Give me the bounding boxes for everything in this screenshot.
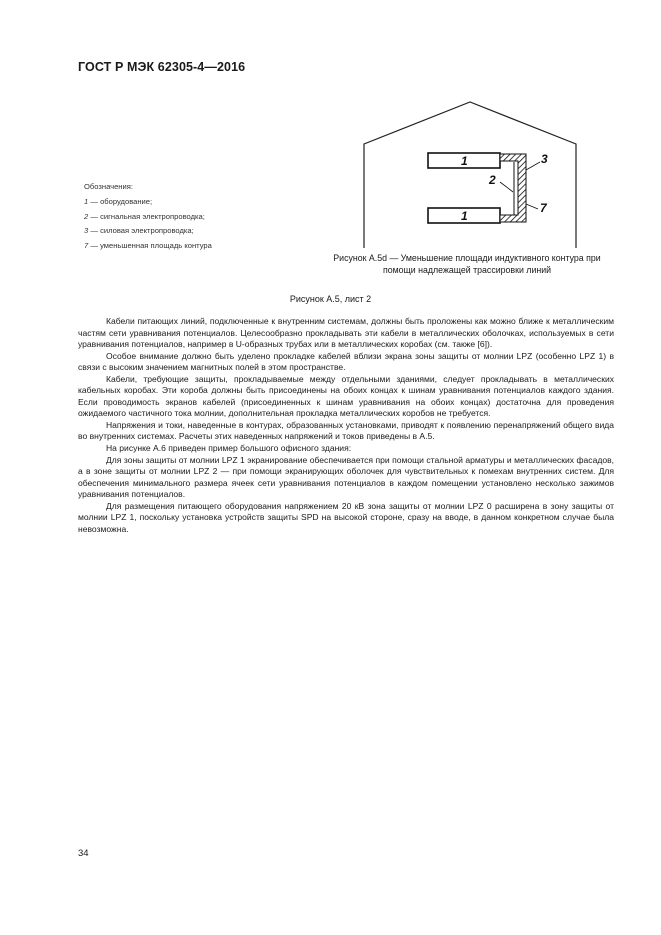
legend-item-number: 2 <box>84 211 89 221</box>
label-equipment-top: 1 <box>461 154 468 168</box>
subfigure-caption: Рисунок А.5d — Уменьшение площади индуктивного контура при помощи надлежащей трассировки линий <box>333 253 601 275</box>
leader-line-7 <box>526 204 538 209</box>
legend-title: Обозначения: <box>84 182 133 191</box>
legend-item-number: 3 <box>84 226 89 236</box>
legend-item <box>84 224 212 239</box>
paragraph: Для размещения питающего оборудования напряжением 20 кВ зона защиты от молнии LPZ 0 расширена в зону защиты от молнии LPZ 1, поскольку установка устройств защиты SPD на высокой стороне, сразу на вводе, в данном конкретном случае была невозможна. <box>78 500 614 534</box>
leader-line-2 <box>500 182 513 192</box>
legend-item <box>84 210 212 225</box>
document-header: ГОСТ Р МЭК 62305-4—2016 <box>78 60 246 74</box>
figure-caption: Рисунок А.5, лист 2 <box>289 294 372 304</box>
paragraph: Кабели питающих линий, подключенные к внутренним системам, должны быть проложены как можно ближе к металлическим частям сети уравнивания потенциалов. Целесообразно прокладывать эти кабели в металлических оболочках, используемых в сети уравнивания потенциалов, например в U-образных трубах или в металлических коробах (см. также [6]). <box>78 316 614 350</box>
page-number: 34 <box>78 848 89 859</box>
power-wiring-channel <box>500 154 526 222</box>
leader-line-3 <box>526 162 540 170</box>
legend-item-text: — сигнальная электропроводка; <box>90 211 205 221</box>
legend-item-number: 7 <box>84 241 89 251</box>
paragraph: На рисунке А.6 приведен пример большого офисного здания: <box>106 443 352 454</box>
legend-item-text: — уменьшенная площадь контура <box>90 241 212 251</box>
legend-item <box>84 195 212 210</box>
label-equipment-bottom: 1 <box>461 209 468 223</box>
legend-item-text: — силовая электропроводка; <box>90 226 194 236</box>
paragraph: Кабели, требующие защиты, прокладываемые между отдельными зданиями, следует прокладывать в металлических кабельных коробах. Эти короба должны быть присоединены на обоих концах к шинам уравнивания потенциалов каждого здания. Если проводимость экранов кабелей (присоединенных к шинам уравнивания на обоих концах) достаточна для проведения ожидаемого частичного тока молнии, дополнительная прокладка металлических коробов не требуется. <box>78 373 614 419</box>
legend-item-text: — оборудование; <box>90 196 153 206</box>
body-text <box>78 316 614 535</box>
label-power-wiring: 3 <box>541 152 548 166</box>
legend-item-number: 1 <box>84 196 89 206</box>
label-reduced-area: 7 <box>540 201 547 215</box>
paragraph: Особое внимание должно быть уделено прокладке кабелей вблизи экрана зоны защиты от молнии LPZ (особенно LPZ 1) в связи с высоким значением магнитных полей в этом пространстве. <box>78 350 614 373</box>
figure-legend <box>84 180 212 254</box>
legend-item <box>84 239 212 254</box>
building-outline <box>364 102 576 248</box>
paragraph: Напряжения и токи, наведенные в контурах, образованных установками, приводят к появлению перенапряжений общего вида во внутренних системах. Расчеты этих наведенных напряжений и токов приведены в А.5. <box>78 419 614 442</box>
label-signal-wiring: 2 <box>489 173 496 187</box>
loop-area-diagram <box>360 100 580 250</box>
paragraph: Для зоны защиты от молнии LPZ 1 экранирование обеспечивается при помощи стальной арматуры и металлических фасадов, а в зоне защиты от молнии LPZ 2 — при помощи экранирующих оболочек для чувствительных к помехам внутренних систем. Для обеспечения минимального размера ячеек сети уравнивания потенциалов в каждом помещении установлено несколько зажимов уравнивания потенциалов. <box>78 454 614 500</box>
